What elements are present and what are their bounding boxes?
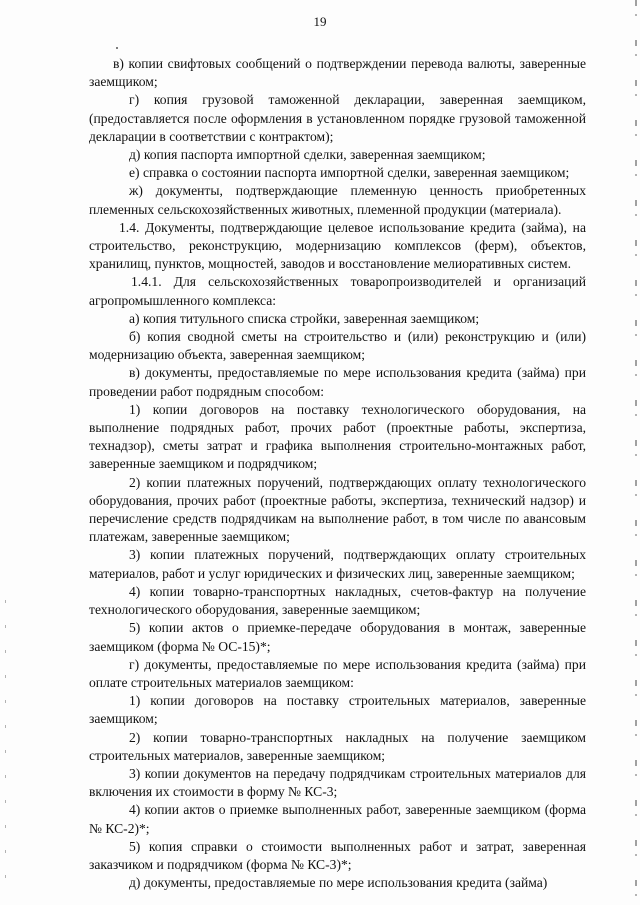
scan-edge-right (635, 0, 637, 905)
paragraph-g4-acts: 4) копии актов о приемке выполненных работ, заверенные заемщиком (форма № КС-2)*; (89, 802, 586, 836)
document-body (89, 55, 586, 892)
paragraph-g2-waybills: 2) копии товарно-транспортных накладных на получение заемщиком строительных материалов, заверенные заемщиком; (89, 729, 586, 763)
paragraph-e-certificate: е) справка о состоянии паспорта импортной сделки, заверенная заемщиком; (129, 165, 570, 181)
paragraph-g5-certificate: 5) копия справки о стоимости выполненных работ и затрат, заверенная заказчиком и подрядчиком (форма № КС-3)*; (89, 838, 586, 872)
paragraph-d-passport: д) копия паспорта импортной сделки, заверенная заемщиком; (129, 147, 486, 163)
paragraph-v-swift: в) копии свифтовых сообщений о подтверждении перевода валюты, заверенные заемщиком; (89, 56, 586, 90)
paragraph-v4-waybills: 4) копии товарно-транспортных накладных, счетов-фактур на получение технологического оборудования, заверенные заемщиком; (89, 583, 586, 618)
paragraph-v1-contracts: 1) копии договоров на поставку технологического оборудования, на выполнение подрядных работ, прочих работ (проектные работы, экспертиза, технадзор), сметы затрат и графика выполнения строительно-монтажных работ, заверенные заемщиком и подрядчиком; (89, 401, 586, 472)
paragraph-1-4-heading: 1.4. Документы, подтверждающие целевое использование кредита (займа), на строительство, реконструкцию, модернизацию комплексов (ферм), объектов, хранилищ, пунктов, мощностей, заводов и восстановление мелиоративных систем. (89, 219, 586, 272)
scan-edge-left (5, 600, 6, 900)
paragraph-zh-breeding: ж) документы, подтверждающие племенную ценность приобретенных племенных сельскохозяйственных животных, племенной продукции (материала). (89, 183, 586, 217)
paragraph-v2-payments: 2) копии платежных поручений, подтверждающих оплату технологического оборудования, прочих работ (проектные работы, экспертиза, технический надзор) и перечисление средств подрядчикам на выполнение работ, в том числе по авансовым платежам, заверенные заемщиком; (89, 474, 586, 545)
paragraph-g-materials-docs: г) документы, предоставляемые по мере использования кредита (займа) при оплате строительных материалов заемщиком: (89, 656, 586, 690)
paragraph-a-title-list: а) копия титульного списка стройки, заверенная заемщиком; (129, 310, 480, 326)
paragraph-v3-payments: 3) копии платежных поручений, подтверждающих оплату строительных материалов, работ и услуг юридических и физических лиц, заверенные заемщиком; (89, 547, 586, 581)
paragraph-g-customs: г) копия грузовой таможенной декларации, заверенная заемщиком, (предоставляется после оформления в установленном порядке грузовой таможенной декларации в соответствии с контрактом); (89, 92, 586, 144)
paragraph-g3-transfer: 3) копии документов на передачу подрядчикам строительных материалов для включения их стоимости в форму № КС-3; (89, 765, 586, 800)
paragraph-v-contract-docs: в) документы, предоставляемые по мере использования кредита (займа) при проведении работ подрядным способом: (89, 365, 586, 399)
paragraph-d-docs: д) документы, предоставляемые по мере использования кредита (займа) (129, 875, 548, 891)
paragraph-1-4-1-heading: 1.4.1. Для сельскохозяйственных товаропроизводителей и организаций агропромышленного комплекса: (89, 274, 586, 308)
scan-speck (116, 47, 118, 49)
paragraph-g1-contracts: 1) копии договоров на поставку строительных материалов, заверенные заемщиком; (89, 693, 586, 727)
paragraph-b-estimate: б) копия сводной сметы на строительство и (или) реконструкцию и (или) модернизацию объекта, заверенная заемщиком; (89, 329, 586, 363)
paragraph-v5-acts: 5) копии актов о приемке-передаче оборудования в монтаж, заверенные заемщиком (форма № ОС-15)*; (89, 620, 586, 654)
page-number: 19 (313, 14, 327, 29)
